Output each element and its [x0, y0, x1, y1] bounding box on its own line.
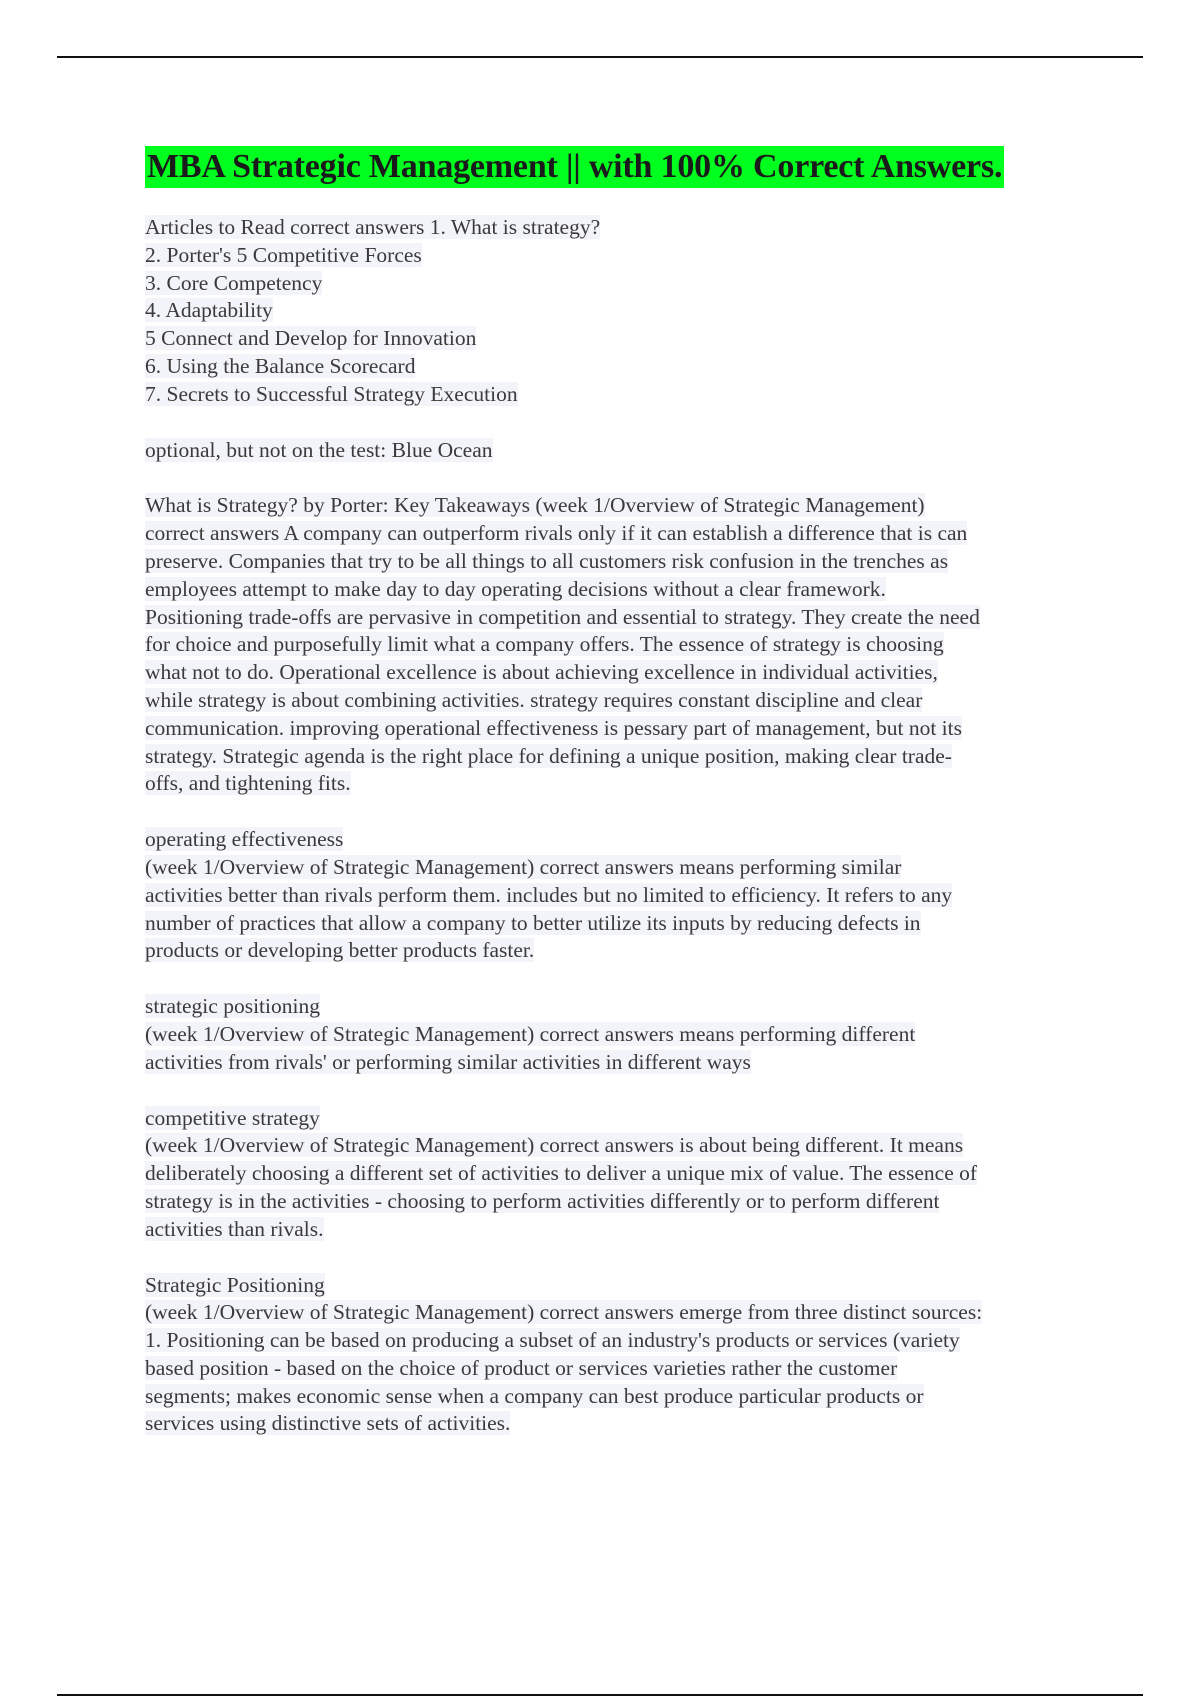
text-line: segments; makes economic sense when a company can best produce particular products or — [145, 1383, 924, 1408]
text-line: operating effectiveness — [145, 827, 344, 852]
text-line: offs, and tightening fits. — [145, 771, 351, 796]
competitive-strategy-section — [145, 1105, 1090, 1244]
text-line: activities from rivals' or performing similar activities in different ways — [145, 1049, 751, 1074]
bottom-rule — [57, 1694, 1143, 1696]
text-line: What is Strategy? by Porter: Key Takeaways (week 1/Overview of Strategic Management) — [145, 493, 925, 518]
text-line: activities better than rivals perform them. includes but no limited to efficiency. It refers to any — [145, 882, 953, 907]
text-line: communication. improving operational effectiveness is pessary part of management, but not its — [145, 715, 962, 740]
text-line: (week 1/Overview of Strategic Management) correct answers is about being different. It means — [145, 1133, 964, 1158]
text-line: deliberately choosing a different set of activities to deliver a unique mix of value. The essence of — [145, 1161, 978, 1186]
document-body — [145, 146, 1090, 1466]
text-line: (week 1/Overview of Strategic Management) correct answers means performing different — [145, 1021, 916, 1046]
text-line: competitive strategy — [145, 1105, 320, 1130]
articles-section — [145, 214, 1090, 409]
strategic-positioning-section — [145, 993, 1090, 1076]
text-line: Positioning trade-offs are pervasive in competition and essential to strategy. They create the need — [145, 604, 980, 629]
text-line: based position - based on the choice of product or services varieties rather the customer — [145, 1355, 898, 1380]
text-line: (week 1/Overview of Strategic Management) correct answers emerge from three distinct sources: — [145, 1300, 983, 1325]
text-line: number of practices that allow a company to better utilize its inputs by reducing defects in — [145, 910, 921, 935]
text-line: for choice and purposefully limit what a company offers. The essence of strategy is choosing — [145, 632, 944, 657]
text-line: optional, but not on the test: Blue Ocean — [145, 437, 493, 462]
text-line: services using distinctive sets of activities. — [145, 1411, 511, 1436]
title-block — [145, 146, 1090, 188]
text-line: strategy. Strategic agenda is the right place for defining a unique position, making clear trade- — [145, 743, 952, 768]
optional-section — [145, 437, 1090, 465]
text-line: 2. Porter's 5 Competitive Forces — [145, 242, 422, 267]
text-line: strategic positioning — [145, 994, 320, 1019]
text-line: what not to do. Operational excellence is about achieving excellence in individual activities, — [145, 660, 938, 685]
text-line: Articles to Read correct answers 1. What is strategy? — [145, 215, 601, 239]
what-is-strategy-section — [145, 492, 1090, 798]
text-line: while strategy is about combining activities. strategy requires constant discipline and clear — [145, 687, 923, 712]
text-line: correct answers A company can outperform rivals only if it can establish a difference that is can — [145, 521, 968, 546]
text-line: Strategic Positioning — [145, 1272, 325, 1297]
text-line: preserve. Companies that try to be all things to all customers risk confusion in the trenches as — [145, 548, 949, 573]
text-line: 5 Connect and Develop for Innovation — [145, 326, 477, 351]
text-line: 6. Using the Balance Scorecard — [145, 353, 416, 378]
operating-effectiveness-section — [145, 826, 1090, 965]
text-line: 4. Adaptability — [145, 298, 273, 323]
top-rule — [57, 56, 1143, 58]
text-line: products or developing better products faster. — [145, 938, 535, 963]
text-line: employees attempt to make day to day operating decisions without a clear framework. — [145, 576, 886, 601]
text-line: 1. Positioning can be based on producing a subset of an industry's products or services (variety — [145, 1328, 960, 1353]
text-line: activities than rivals. — [145, 1216, 324, 1241]
text-line: (week 1/Overview of Strategic Management) correct answers means performing similar — [145, 854, 902, 879]
text-line: 3. Core Competency — [145, 270, 323, 295]
strategic-positioning-sources-section — [145, 1272, 1090, 1439]
document-title: MBA Strategic Management || with 100% Correct Answers. — [145, 146, 1004, 188]
text-line: strategy is in the activities - choosing to perform activities differently or to perform different — [145, 1188, 940, 1213]
text-line: 7. Secrets to Successful Strategy Execution — [145, 381, 518, 406]
